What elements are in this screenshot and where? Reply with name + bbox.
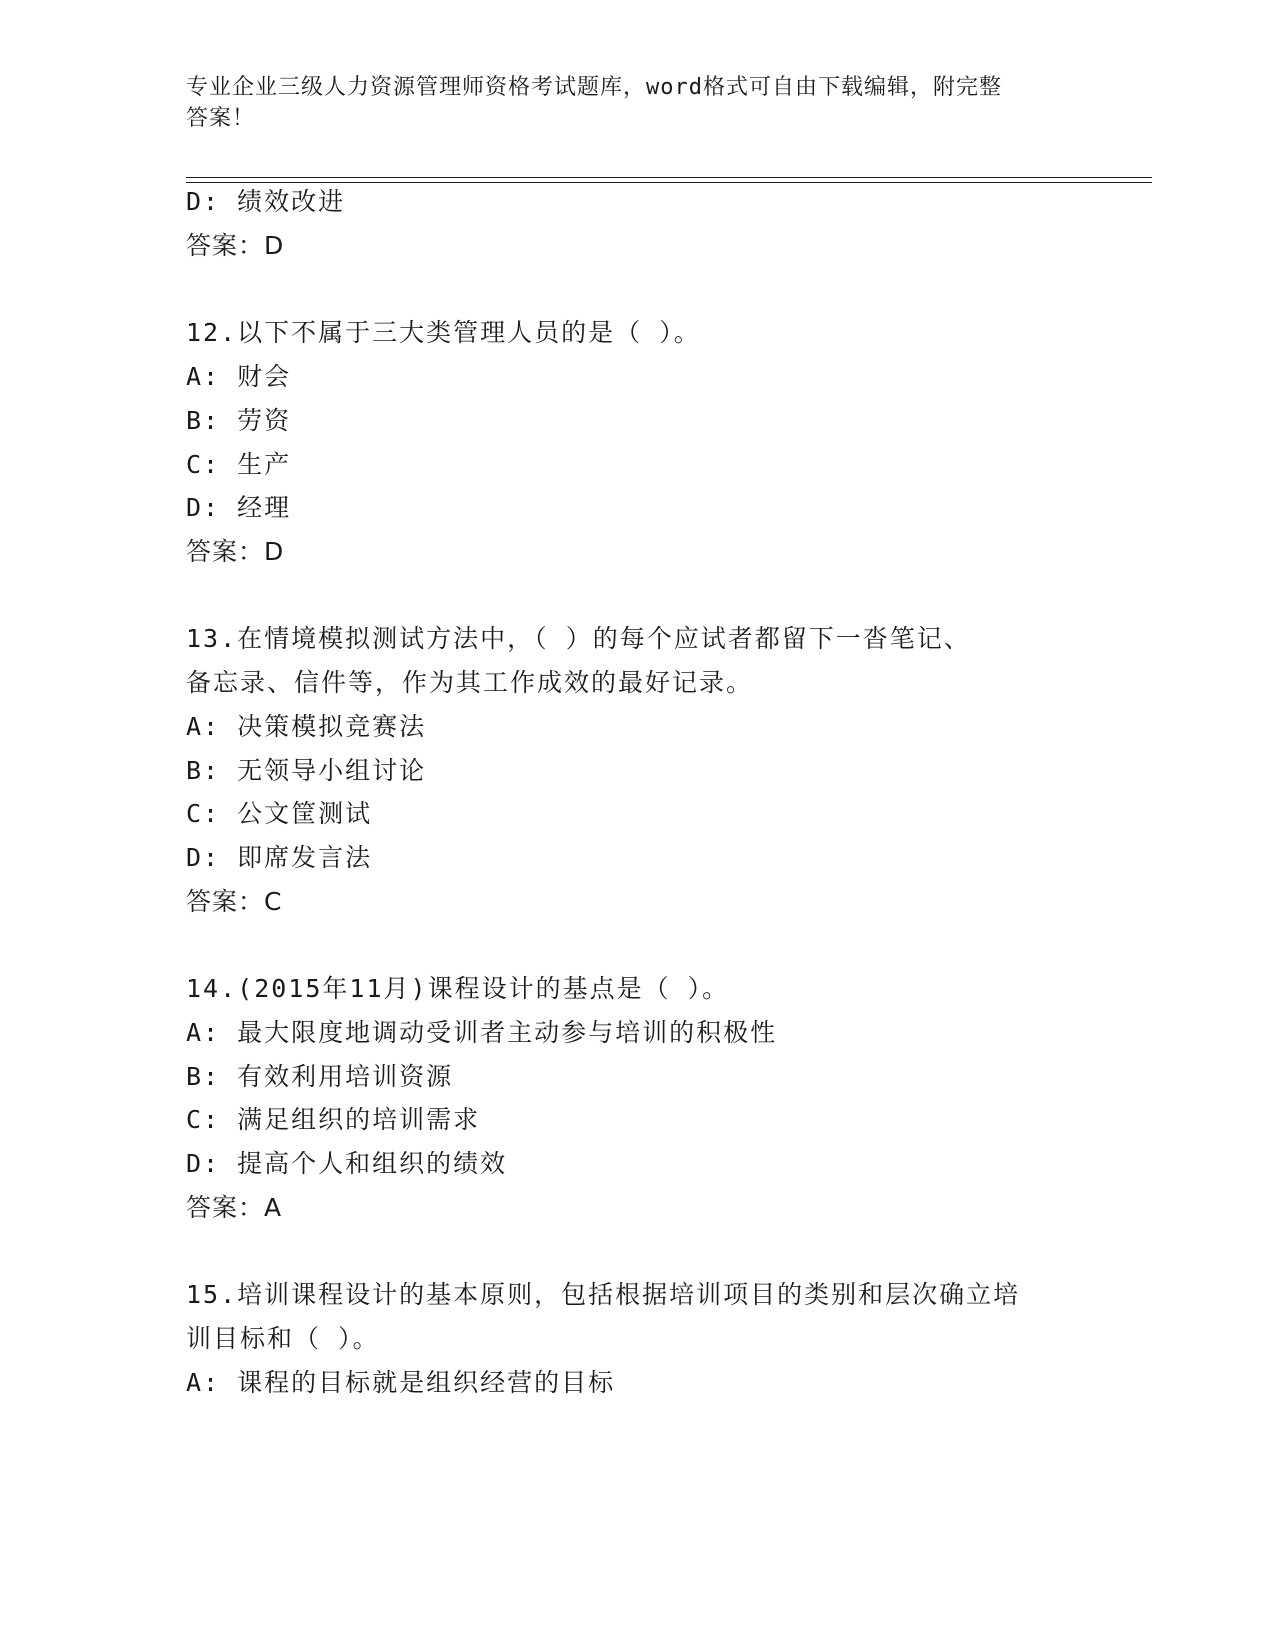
q12-option-b: B: 劳资 [186,406,292,435]
header-line-2: 答案！ [186,106,256,131]
q13-stem-line-1: 13.在情境模拟测试方法中，（ ）的每个应试者都留下一沓笔记、 [186,624,971,653]
q13-option-b: B: 无领导小组讨论 [186,756,427,785]
q15-stem-line-1: 15.培训课程设计的基本原则，包括根据培训项目的类别和层次确立培 [186,1280,1021,1309]
q13-answer: 答案：C [186,887,283,916]
header-divider-bottom [186,182,1152,183]
header-divider-top [186,177,1152,178]
page-header [186,72,1066,134]
q12-option-c: C: 生产 [186,450,292,479]
q12-stem: 12.以下不属于三大类管理人员的是（ ）。 [186,318,701,347]
q12-option-a: A: 财会 [186,362,292,391]
q13-option-a: A: 决策模拟竞赛法 [186,712,427,741]
q14-option-a: A: 最大限度地调动受训者主动参与培训的积极性 [186,1018,778,1047]
q14-stem: 14.(2015年11月)课程设计的基点是（ ）。 [186,974,730,1003]
q15-stem-line-2: 训目标和（ ）。 [186,1324,380,1353]
q14-option-c: C: 满足组织的培训需求 [186,1105,481,1134]
q13-stem-line-2: 备忘录、信件等，作为其工作成效的最好记录。 [186,668,754,697]
q13-option-d: D: 即席发言法 [186,843,373,872]
prev-answer: 答案：D [186,231,285,260]
q14-answer: 答案：A [186,1193,283,1222]
q12-answer: 答案：D [186,537,285,566]
q15-option-a: A: 课程的目标就是组织经营的目标 [186,1368,616,1397]
header-line-1: 专业企业三级人力资源管理师资格考试题库，word格式可自由下载编辑，附完整 [186,75,1002,100]
prev-option-d: D: 绩效改进 [186,187,346,216]
q12-option-d: D: 经理 [186,493,292,522]
q14-option-d: D: 提高个人和组织的绩效 [186,1149,508,1178]
q13-option-c: C: 公文筐测试 [186,799,373,828]
q14-option-b: B: 有效利用培训资源 [186,1062,454,1091]
